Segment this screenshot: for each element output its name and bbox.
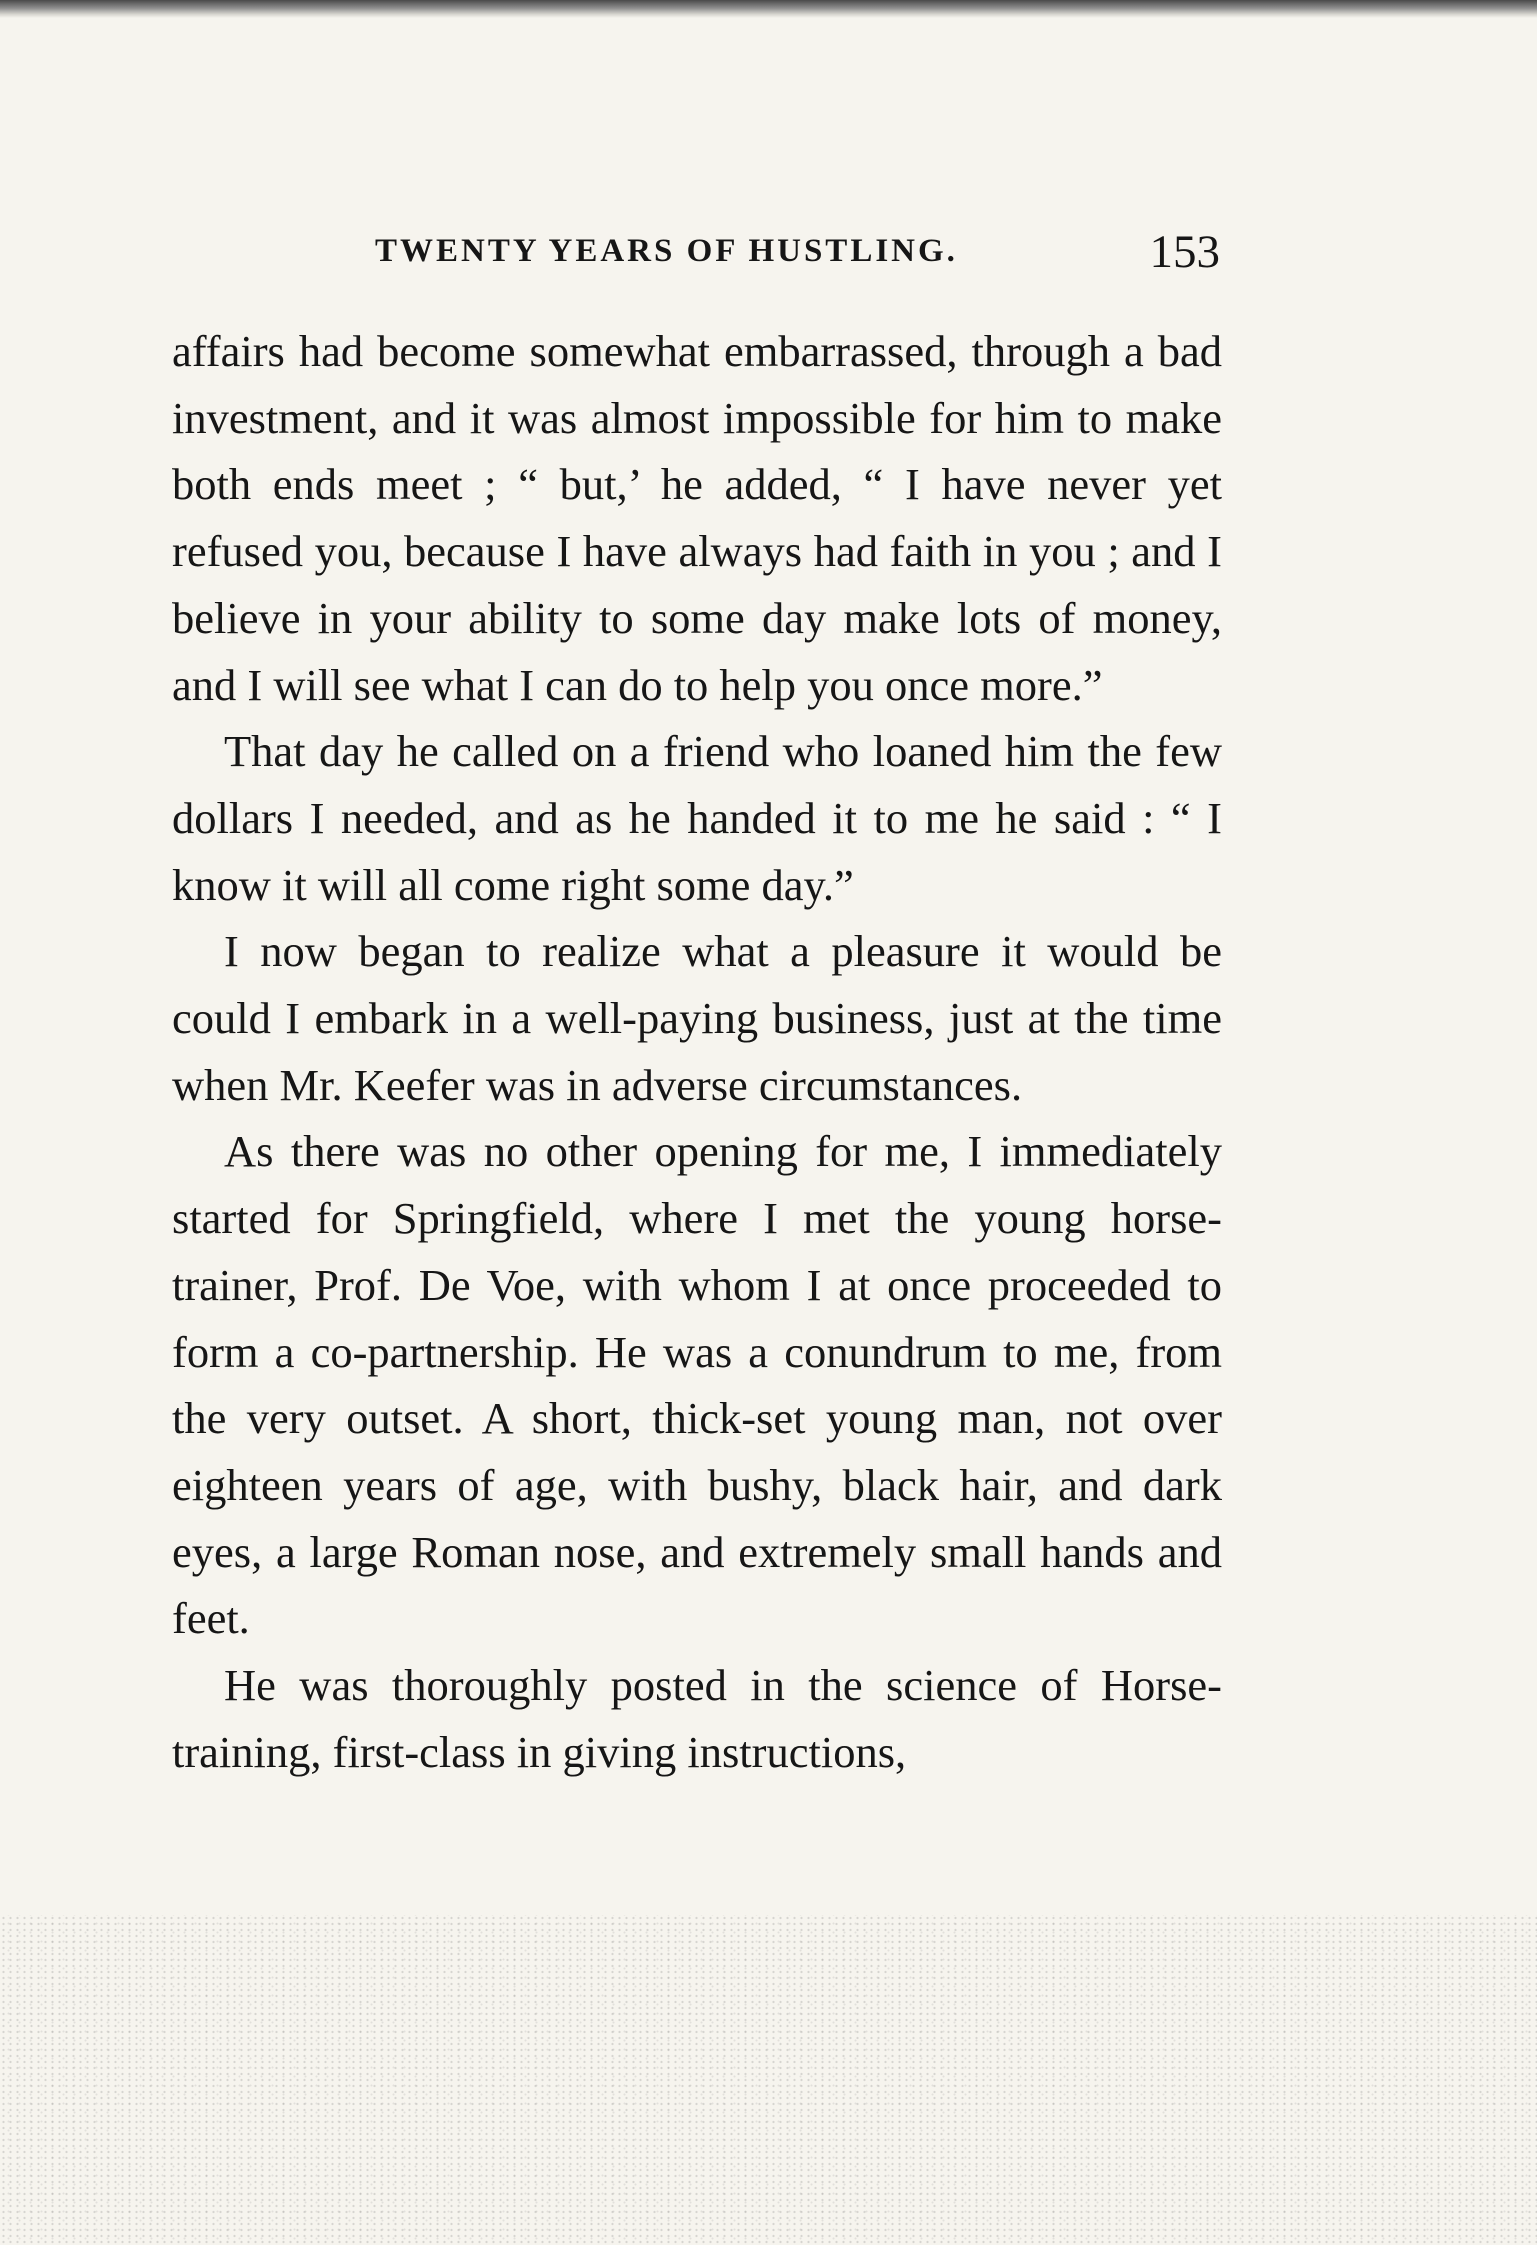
page-top-edge	[0, 0, 1537, 18]
paragraph-2: That day he called on a friend who loaned him the few dollars I needed, and as he handed it to me he said : “ I know it will all come right some day.”	[172, 726, 1222, 910]
paragraph-3: I now began to realize what a pleasure it would be could I embark in a well-paying business, just at the time when Mr. Keefer was in adverse circumstances.	[172, 926, 1222, 1110]
paragraph-1: affairs had become somewhat embarrassed, through a bad investment, and it was almost impossible for him to make both ends meet ; “ but,’ he added, “ I have never yet refused you, because I have always had faith in you ; and I believe in your ability to some day make lots of money, and I will see what I can do to help you once more.”	[172, 326, 1222, 710]
paragraph-5: He was thoroughly posted in the science of Horse-training, first-class in giving instructions,	[172, 1660, 1222, 1777]
page-number: 153	[1149, 226, 1220, 278]
paragraph-4: As there was no other opening for me, I immediately started for Springfield, where I met the young horse-trainer, Prof. De Voe, with whom I at once proceeded to form a co-partnership. He was a conundrum to me, from the very outset. A short, thick-set young man, not over eighteen years of age, with bushy, black hair, and dark eyes, a large Roman nose, and extremely small hands and feet.	[172, 1126, 1222, 1644]
paper-speckle	[0, 1915, 1537, 2245]
body-text	[172, 318, 1222, 1785]
page-header	[175, 225, 1230, 285]
running-title: TWENTY YEARS OF HUSTLING.	[375, 233, 958, 269]
